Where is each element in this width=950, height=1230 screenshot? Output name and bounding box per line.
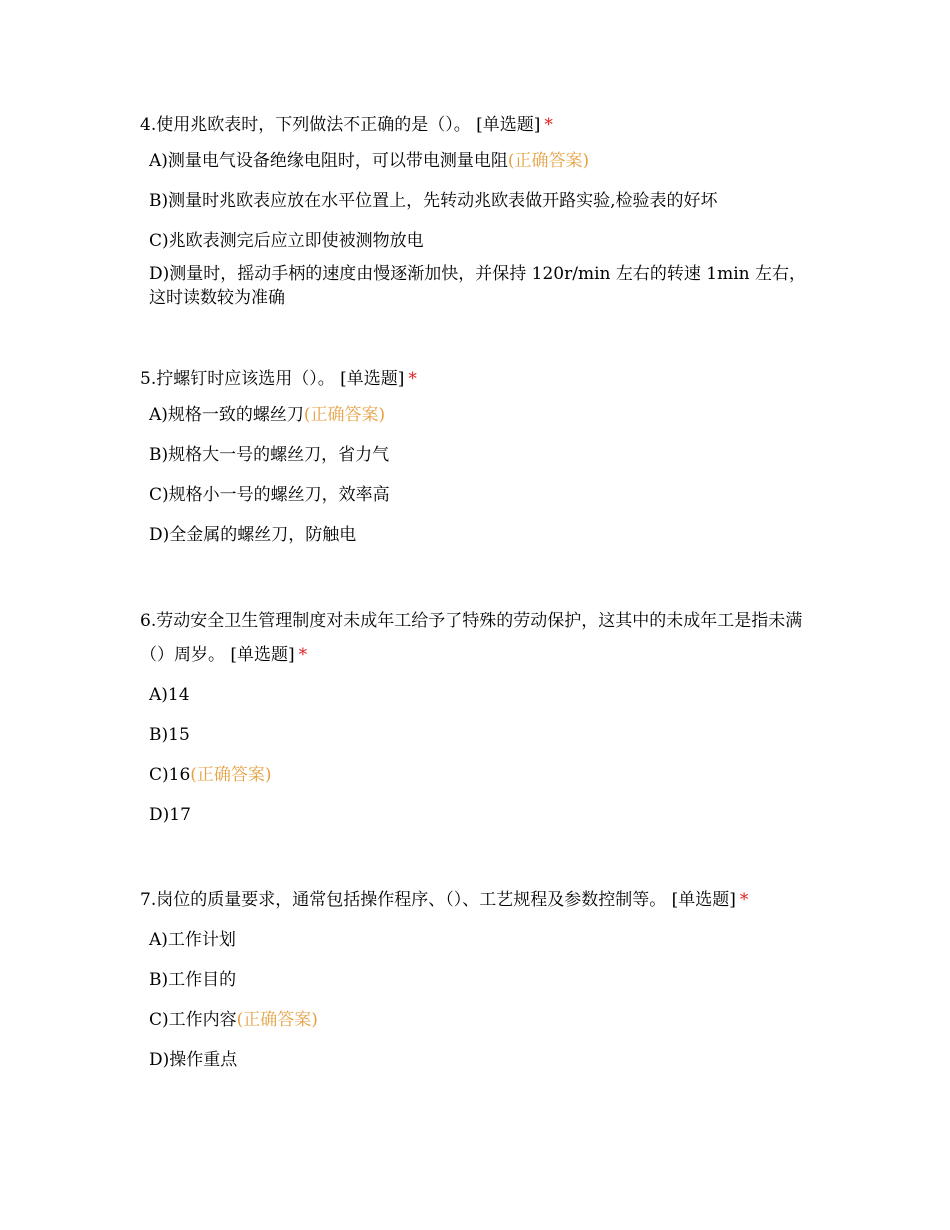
question-title [140,883,810,917]
option-c[interactable] [140,483,810,507]
option-a[interactable] [140,683,810,707]
option-c[interactable] [140,1008,810,1032]
option-d[interactable] [140,1048,810,1072]
option-b[interactable] [140,723,810,747]
option-a[interactable] [140,149,810,173]
option-d[interactable] [140,803,810,827]
option-text: D)测量时，摇动手柄的速度由慢逐渐加快，并保持 120r/min 左右的转速 1min 左右，这时读数较为准确 [149,264,807,308]
correct-answer-mark: (正确答案) [507,151,590,171]
question-7 [140,883,810,1072]
required-mark: * [544,115,553,135]
correct-answer-mark: (正确答案) [236,1010,318,1030]
option-text: D)17 [149,805,191,825]
option-text: D)操作重点 [149,1050,238,1070]
question-6 [140,604,810,827]
question-title [140,362,810,396]
correct-answer-mark: (正确答案) [190,765,272,785]
option-text: A)测量电气设备绝缘电阻时，可以带电测量电阻 [149,151,508,171]
option-list [140,683,810,827]
option-text: D)全金属的螺丝刀，防触电 [149,525,357,545]
option-a[interactable] [140,403,810,427]
option-text: A)规格一致的螺丝刀 [149,405,304,425]
option-text: A)14 [149,685,190,705]
option-text: B)15 [149,725,190,745]
option-list [140,403,810,547]
question-title-text: 6.劳动安全卫生管理制度对未成年工给予了特殊的劳动保护，这其中的未成年工是指未满（）周岁。 [单选题] [140,611,803,665]
option-b[interactable] [140,189,810,213]
option-d[interactable] [140,262,810,310]
option-c[interactable] [140,763,810,787]
option-list [140,149,810,310]
question-title-text: 5.拧螺钉时应该选用（）。 [单选题] [140,369,405,389]
option-text: C)16 [149,765,191,785]
option-list [140,928,810,1072]
option-c[interactable] [140,229,810,253]
option-text: A)工作计划 [149,930,236,950]
required-mark: * [298,645,308,665]
required-mark: * [739,890,749,910]
required-mark: * [408,369,417,389]
question-title-text: 4.使用兆欧表时，下列做法不正确的是（）。 [单选题] [140,115,541,135]
question-title-text: 7.岗位的质量要求，通常包括操作程序、（）、工艺规程及参数控制等。 [单选题] [140,890,736,910]
question-4 [140,108,810,310]
correct-answer-mark: (正确答案) [303,405,386,425]
question-title [140,108,810,142]
option-d[interactable] [140,523,810,547]
option-text: B)工作目的 [149,970,237,990]
option-text: C)工作内容 [149,1010,237,1030]
option-text: B)测量时兆欧表应放在水平位置上，先转动兆欧表做开路实验,检验表的好坏 [149,191,718,211]
question-title [140,604,810,672]
option-text: B)规格大一号的螺丝刀，省力气 [149,445,390,465]
option-b[interactable] [140,968,810,992]
option-text: C)兆欧表测完后应立即使被测物放电 [149,231,424,251]
option-b[interactable] [140,443,810,467]
question-5 [140,362,810,547]
option-text: C)规格小一号的螺丝刀，效率高 [149,485,390,505]
option-a[interactable] [140,928,810,952]
